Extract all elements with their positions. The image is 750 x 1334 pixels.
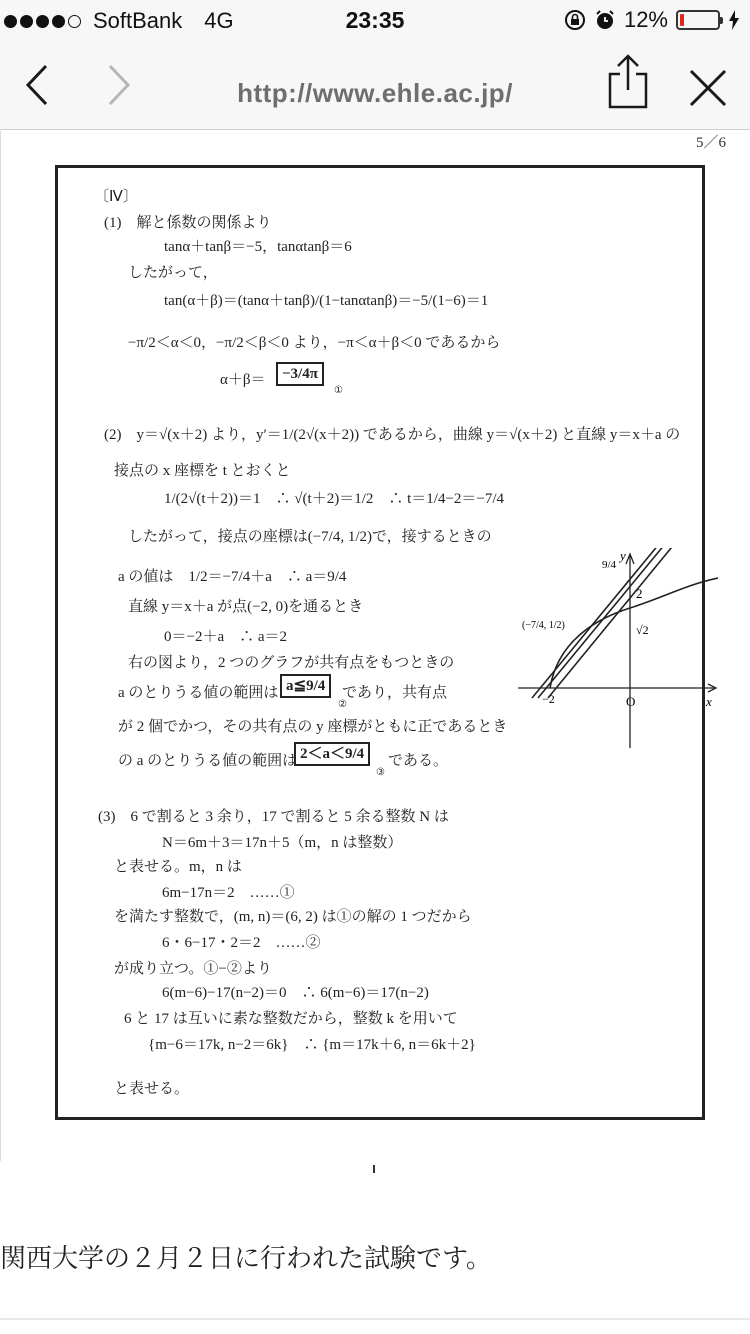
doc-line: 0＝−2＋a ∴ a＝2 (164, 629, 288, 645)
answer-mark: ③ (376, 767, 385, 778)
carrier-name: SoftBank (93, 8, 183, 33)
doc-line: 右の図より，2 つのグラフが共有点をもつときの (128, 655, 455, 671)
doc-line: tanα＋tanβ＝−5，tanαtanβ＝6 (164, 239, 352, 255)
bottom-divider (0, 1318, 750, 1320)
graph-label: x (706, 694, 712, 709)
page-number: 5／6 (695, 135, 726, 151)
doc-line: と表せる。 (114, 1081, 190, 1097)
doc-line: N＝6m＋3＝17n＋5（m，n は整数） (162, 835, 403, 851)
doc-line: tan(α＋β)＝(tanα＋tanβ)/(1−tanαtanβ)＝−5/(1−6)＝1 (164, 293, 489, 309)
network-type: 4G (204, 8, 234, 33)
doc-line: 直線 y＝x＋a が点(−2, 0)を通るとき (128, 599, 364, 615)
doc-line: 6・6−17・2＝2 ……② (162, 935, 321, 951)
close-icon[interactable] (688, 68, 728, 108)
url-bar[interactable]: http://www.ehle.ac.jp/ (237, 78, 513, 108)
graph-label: √2 (636, 623, 649, 637)
answer-mark: ② (338, 699, 347, 710)
graph-label: 2 (636, 586, 643, 601)
answer-box: a≦9/4 (280, 674, 331, 698)
doc-line: −π/2＜α＜0，−π/2＜β＜0 より，−π＜α＋β＜0 であるから (128, 335, 501, 351)
doc-line: と表せる。m，n は (114, 859, 242, 875)
graph-label: O (626, 694, 636, 709)
status-right (564, 7, 740, 33)
graph-label: 9/4 (602, 559, 617, 571)
doc-line: a のとりうる値の範囲は (118, 685, 279, 701)
doc-line: 6m−17n＝2 ……① (162, 885, 295, 901)
graph-label: (−7/4, 1/2) (522, 620, 565, 631)
doc-line: (1) 解と係数の関係より (104, 215, 272, 231)
clock: 23:35 (345, 7, 405, 33)
doc-line: (2) y＝√(x＋2) より，y′＝1/(2√(x＋2)) であるから，曲線 y＝√(x＋2) と直線 y＝x＋a の (104, 427, 681, 443)
answer-box: −3/4π (276, 362, 324, 386)
status-bar (0, 0, 750, 40)
section-label: 〔Ⅳ〕 (94, 189, 138, 205)
graph-label: −2 (542, 692, 555, 706)
doc-line: したがって， (128, 265, 218, 281)
answer-frame (55, 165, 712, 1120)
doc-line: 6(m−6)−17(n−2)＝0 ∴ 6(m−6)＝17(n−2) (162, 985, 429, 1001)
doc-line: が 2 個でかつ，その共有点の y 座標がともに正であるとき (118, 719, 508, 735)
share-icon[interactable] (606, 54, 650, 110)
doc-line: の a のとりうる値の範囲は (118, 753, 298, 769)
doc-line: 6 と 17 は互いに素な整数だから，整数 k を用いて (124, 1011, 458, 1027)
document-view (0, 131, 750, 1161)
doc-line: であり，共有点 (342, 685, 448, 701)
doc-line: α＋β＝ (220, 372, 266, 388)
function-graph (518, 548, 718, 748)
battery-percent: 12% (623, 7, 668, 32)
doc-line: を満たす整数で，(m, n)＝(6, 2) は①の解の 1 つだから (114, 909, 472, 925)
answer-box: 2＜a＜9/4 (294, 742, 370, 766)
doc-line: a の値は 1/2＝−7/4＋a ∴ a＝9/4 (118, 569, 347, 585)
curve (550, 578, 718, 688)
doc-line: である。 (388, 753, 449, 769)
browser-nav-bar (0, 40, 750, 130)
post-caption: 関西大学の２月２日に行われた試験です。 (0, 1243, 492, 1273)
doc-line: {m−6＝17k, n−2＝6k} ∴ {m＝17k＋6, n＝6k＋2} (148, 1037, 476, 1053)
doc-line: が成り立つ。①−②より (114, 961, 272, 977)
answer-mark: ① (334, 385, 343, 396)
divider-mark (373, 1165, 375, 1173)
alarm-icon (594, 9, 616, 31)
doc-line: 接点の x 座標を t とおくと (114, 463, 291, 479)
doc-line: (3) 6 で割ると 3 余り，17 で割ると 5 余る整数 N は (98, 809, 449, 825)
charging-icon (728, 10, 740, 30)
doc-line: したがって，接点の座標は(−7/4, 1/2)で，接するときの (128, 529, 492, 545)
doc-line: 1/(2√(t＋2))＝1 ∴ √(t＋2)＝1/2 ∴ t＝1/4−2＝−7/4 (164, 491, 505, 507)
battery-icon (676, 10, 720, 30)
graph-label: y (620, 548, 626, 563)
rotation-lock-icon (564, 9, 586, 31)
